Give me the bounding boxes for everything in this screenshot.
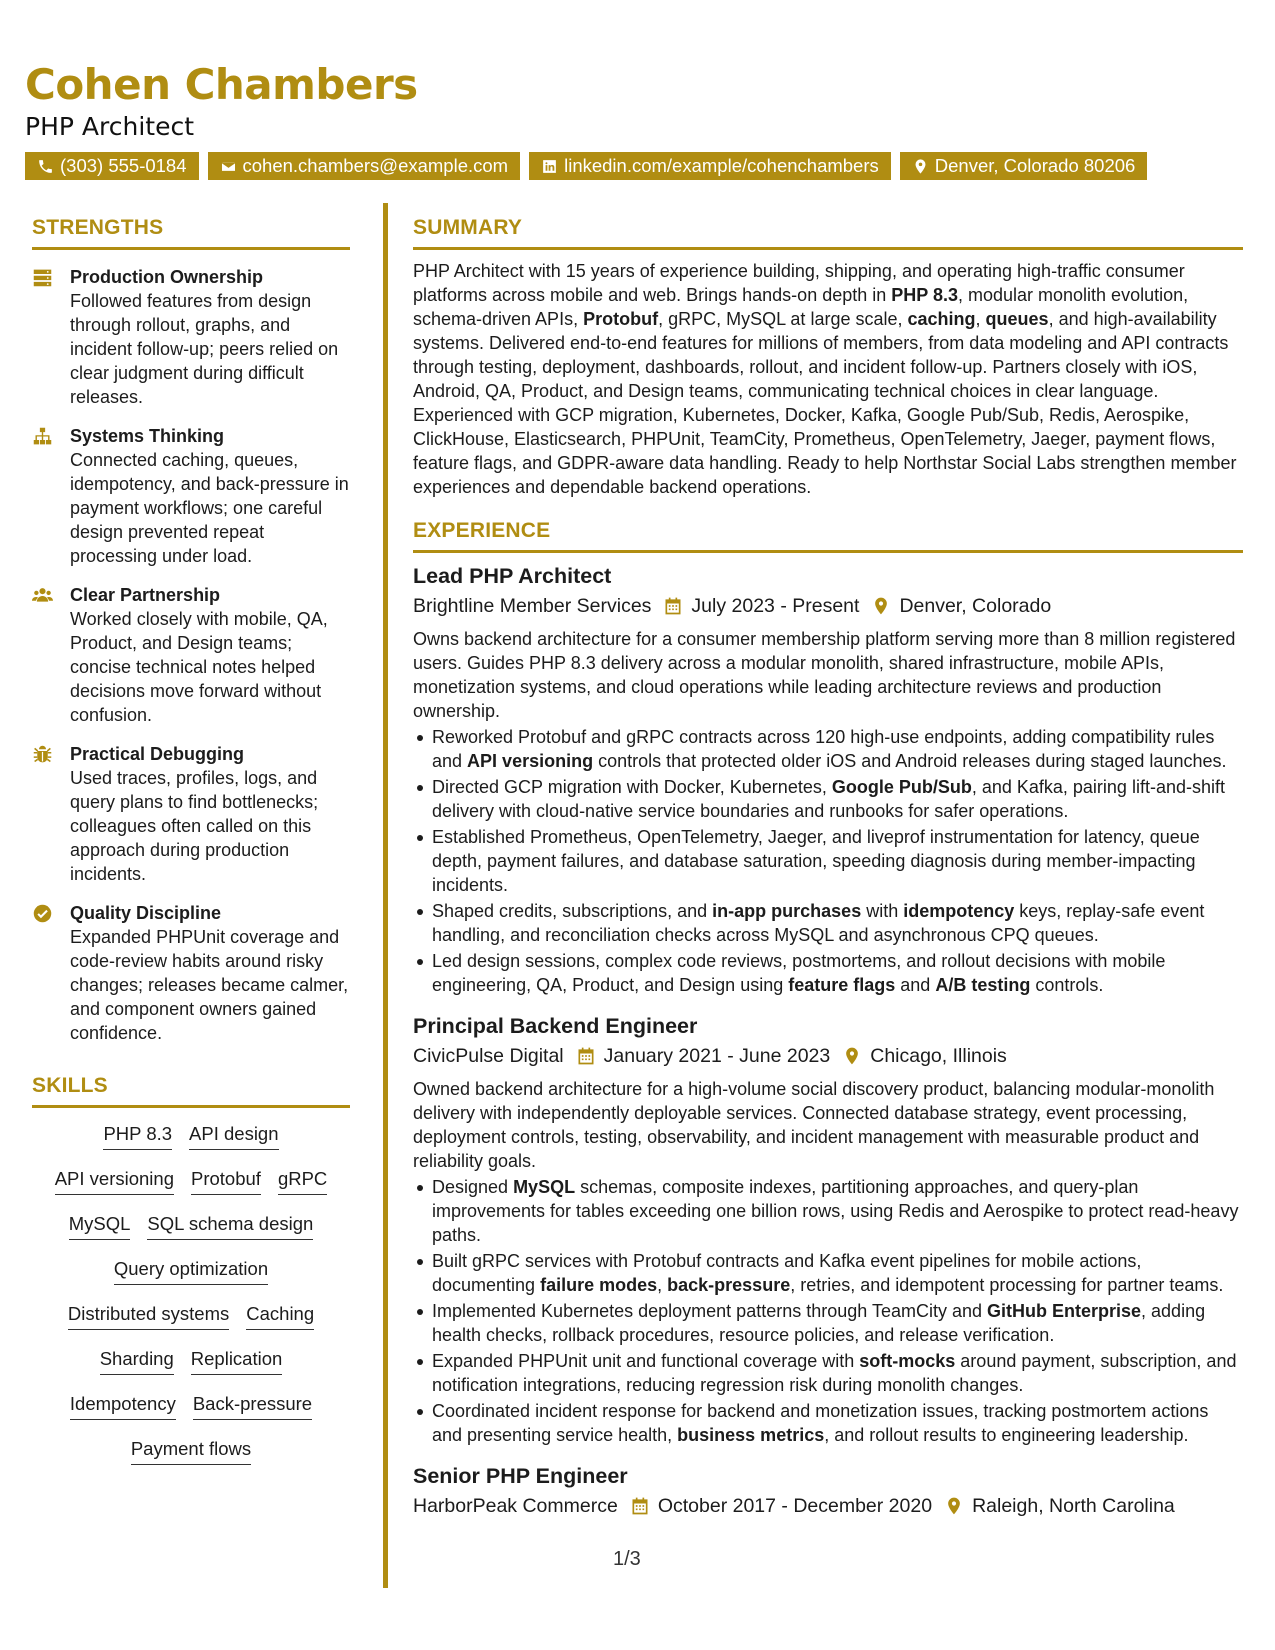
bug-icon — [32, 744, 53, 765]
skill-tag: Query optimization — [114, 1257, 268, 1285]
job-location: Raleigh, North Carolina — [972, 1495, 1175, 1517]
contact-location — [900, 152, 1148, 180]
phone-icon — [37, 158, 54, 175]
skill-tag: Idempotency — [70, 1392, 176, 1420]
calendar-icon — [663, 596, 683, 616]
skill-tag: Protobuf — [191, 1167, 261, 1195]
job-bullet: Implemented Kubernetes deployment patterns through TeamCity and GitHub Enterprise, adding health checks, rollback procedures, resource policies, and release verification. — [413, 1299, 1243, 1347]
strength-title: Production Ownership — [70, 267, 264, 287]
strength-title: Clear Partnership — [70, 585, 221, 605]
candidate-name: Cohen Chambers — [25, 60, 418, 109]
job-bullet: Expanded PHPUnit unit and functional coverage with soft-mocks around payment, subscription, and notification integrations, reducing regression risk during monolith changes. — [413, 1349, 1243, 1397]
job-company: CivicPulse Digital — [413, 1045, 564, 1067]
skill-tag: Caching — [246, 1302, 314, 1330]
strength-desc: Followed features from design through rollout, graphs, and incident follow-up; peers relied on clear judgment during difficult releases. — [70, 291, 339, 407]
skill-tag: API versioning — [55, 1167, 174, 1195]
skill-tag: Back-pressure — [193, 1392, 312, 1420]
skills-heading: SKILLS — [32, 1074, 108, 1097]
strength-desc: Connected caching, queues, idempotency, and back-pressure in payment workflows; one careful design prevented repeat processing under load. — [70, 450, 349, 566]
skill-tag: gRPC — [278, 1167, 327, 1195]
job-bullet: Led design sessions, complex code reviews, postmortems, and rollout decisions with mobile engineering, QA, Product, and Design using feature flags and A/B testing controls. — [413, 949, 1243, 997]
strength-desc: Used traces, profiles, logs, and query plans to find bottlenecks; colleagues often called on this approach during production incidents. — [70, 768, 319, 884]
contact-bar — [25, 152, 1147, 180]
column-divider — [383, 203, 388, 1588]
skill-tag: SQL schema design — [147, 1212, 313, 1240]
summary-heading: SUMMARY — [413, 216, 523, 239]
check-circle-icon — [32, 903, 53, 924]
section-divider — [413, 247, 1243, 250]
contact-email[interactable] — [208, 152, 521, 180]
job-entry — [413, 1461, 1243, 1521]
job-bullet: Built gRPC services with Protobuf contracts and Kafka event pipelines for mobile actions, documenting failure modes, back-pressure, retries, and idempotent processing for partner teams. — [413, 1249, 1243, 1297]
summary-text: PHP Architect with 15 years of experience building, shipping, and operating high-traffic consumer platforms across mobile and web. Brings hands-on depth in PHP 8.3, modular monolith evolution, schema-driven APIs, Protobuf, gRPC, MySQL at large scale, caching, queues, and high-availability systems. Delivered end-to-end features for millions of members, from data modeling and API contracts through testing, deployment, dashboards, rollout, and incident follow-up. Partners closely with iOS, Android, QA, Product, and Design teams, communicating technical choices in clear language. Experienced with GCP migration, Kubernetes, Docker, Kafka, Google Pub/Sub, Redis, Aerospike, ClickHouse, Elasticsearch, PHPUnit, TeamCity, Prometheus, OpenTelemetry, Jaeger, payment flows, feature flags, and GDPR-aware data handling. Ready to help Northstar Social Labs strengthen member experiences and dependable backend operations. — [413, 261, 1237, 497]
calendar-icon — [576, 1046, 596, 1066]
job-bullet: Coordinated incident response for backend and monetization issues, tracking postmortem actions and presenting service health, business metrics, and rollout results to engineering leadership. — [413, 1399, 1243, 1447]
map-pin-icon — [944, 1496, 964, 1516]
job-company: HarborPeak Commerce — [413, 1495, 618, 1517]
job-dates: October 2017 - December 2020 — [657, 1495, 933, 1517]
server-icon — [32, 267, 53, 288]
contact-location-text: Denver, Colorado 80206 — [934, 155, 1136, 176]
strength-title: Quality Discipline — [70, 903, 222, 923]
strengths-heading: STRENGTHS — [32, 216, 164, 239]
job-title: Lead PHP Architect — [413, 564, 612, 588]
job-meta — [413, 1041, 1243, 1071]
job-title: Principal Backend Engineer — [413, 1014, 698, 1038]
job-description: Owns backend architecture for a consumer membership platform serving more than 8 million registered users. Guides PHP 8.3 delivery across a modular monolith, shared infrastructure, mobile APIs, monetization systems, and cloud operations while leading architecture reviews and production ownership. — [413, 629, 1236, 721]
skill-tag: Distributed systems — [68, 1302, 229, 1330]
contact-phone-text: (303) 555-0184 — [60, 155, 187, 176]
job-bullet: Reworked Protobuf and gRPC contracts across 120 high-use endpoints, adding compatibility rules and API versioning controls that protected older iOS and Android releases during staged launches. — [413, 725, 1243, 773]
job-location: Chicago, Illinois — [870, 1045, 1007, 1067]
map-pin-icon — [842, 1046, 862, 1066]
skill-tag: Payment flows — [131, 1437, 251, 1465]
section-divider — [32, 1105, 350, 1108]
right-column — [413, 212, 1243, 1521]
job-entry — [413, 561, 1243, 997]
contact-linkedin[interactable] — [529, 152, 891, 180]
contact-phone[interactable] — [25, 152, 199, 180]
experience-heading: EXPERIENCE — [413, 519, 551, 542]
users-icon — [32, 585, 53, 606]
map-pin-icon — [912, 158, 929, 175]
job-dates: January 2021 - June 2023 — [603, 1045, 831, 1067]
strength-item — [32, 742, 350, 886]
job-meta — [413, 1491, 1243, 1521]
job-bullet: Designed MySQL schemas, composite indexes, partitioning approaches, and query-plan improvements for tables exceeding one billion rows, using Redis and Aerospike to protect read-heavy paths. — [413, 1175, 1243, 1247]
job-entry — [413, 1011, 1243, 1447]
skill-tag: Sharding — [100, 1347, 174, 1375]
page-number: 1/3 — [613, 1548, 641, 1570]
linkedin-icon — [541, 158, 558, 175]
job-dates: July 2023 - Present — [691, 595, 860, 617]
job-bullet: Established Prometheus, OpenTelemetry, Jaeger, and liveprof instrumentation for latency, queue depth, payment failures, and database saturation, speeding diagnosis during member-impacting incidents. — [413, 825, 1243, 897]
map-pin-icon — [871, 596, 891, 616]
contact-email-text: cohen.chambers@example.com — [242, 155, 509, 176]
job-bullets — [413, 725, 1243, 997]
left-column — [32, 212, 350, 1482]
job-meta — [413, 591, 1243, 621]
strength-title: Practical Debugging — [70, 744, 245, 764]
skill-tag: API design — [189, 1122, 278, 1150]
strength-desc: Expanded PHPUnit coverage and code-review habits around risky changes; releases became calmer, and component owners gained confidence. — [70, 927, 349, 1043]
job-title: Senior PHP Engineer — [413, 1464, 628, 1488]
strength-item — [32, 901, 350, 1045]
job-bullets — [413, 1175, 1243, 1447]
strength-item — [32, 265, 350, 409]
job-bullet: Directed GCP migration with Docker, Kubernetes, Google Pub/Sub, and Kafka, pairing lift-and-shift delivery with cloud-native service boundaries and runbooks for safer operations. — [413, 775, 1243, 823]
job-location: Denver, Colorado — [899, 595, 1052, 617]
job-bullet: Shaped credits, subscriptions, and in-app purchases with idempotency keys, replay-safe event handling, and reconciliation checks across MySQL and asynchronous CPQ queues. — [413, 899, 1243, 947]
skill-tag: PHP 8.3 — [103, 1122, 172, 1150]
envelope-icon — [220, 158, 237, 175]
strength-item — [32, 583, 350, 727]
skill-tag: MySQL — [69, 1212, 131, 1240]
resume-header — [25, 60, 418, 144]
skill-tag: Replication — [191, 1347, 283, 1375]
sitemap-icon — [32, 426, 53, 447]
calendar-icon — [630, 1496, 650, 1516]
candidate-role: PHP Architect — [25, 112, 194, 141]
job-description: Owned backend architecture for a high-volume social discovery product, balancing modular-monolith delivery with independently deployable services. Connected database strategy, event processing, deployment controls, testing, observability, and incident management with measurable product and reliability goals. — [413, 1079, 1215, 1171]
strength-title: Systems Thinking — [70, 426, 225, 446]
section-divider — [32, 247, 350, 250]
contact-linkedin-text: linkedin.com/example/cohenchambers — [564, 155, 879, 176]
strength-item — [32, 424, 350, 568]
skills-list — [32, 1122, 350, 1482]
job-company: Brightline Member Services — [413, 595, 652, 617]
strength-desc: Worked closely with mobile, QA, Product, and Design teams; concise technical notes helped decisions move forward without confusion. — [70, 609, 328, 725]
section-divider — [413, 550, 1243, 553]
